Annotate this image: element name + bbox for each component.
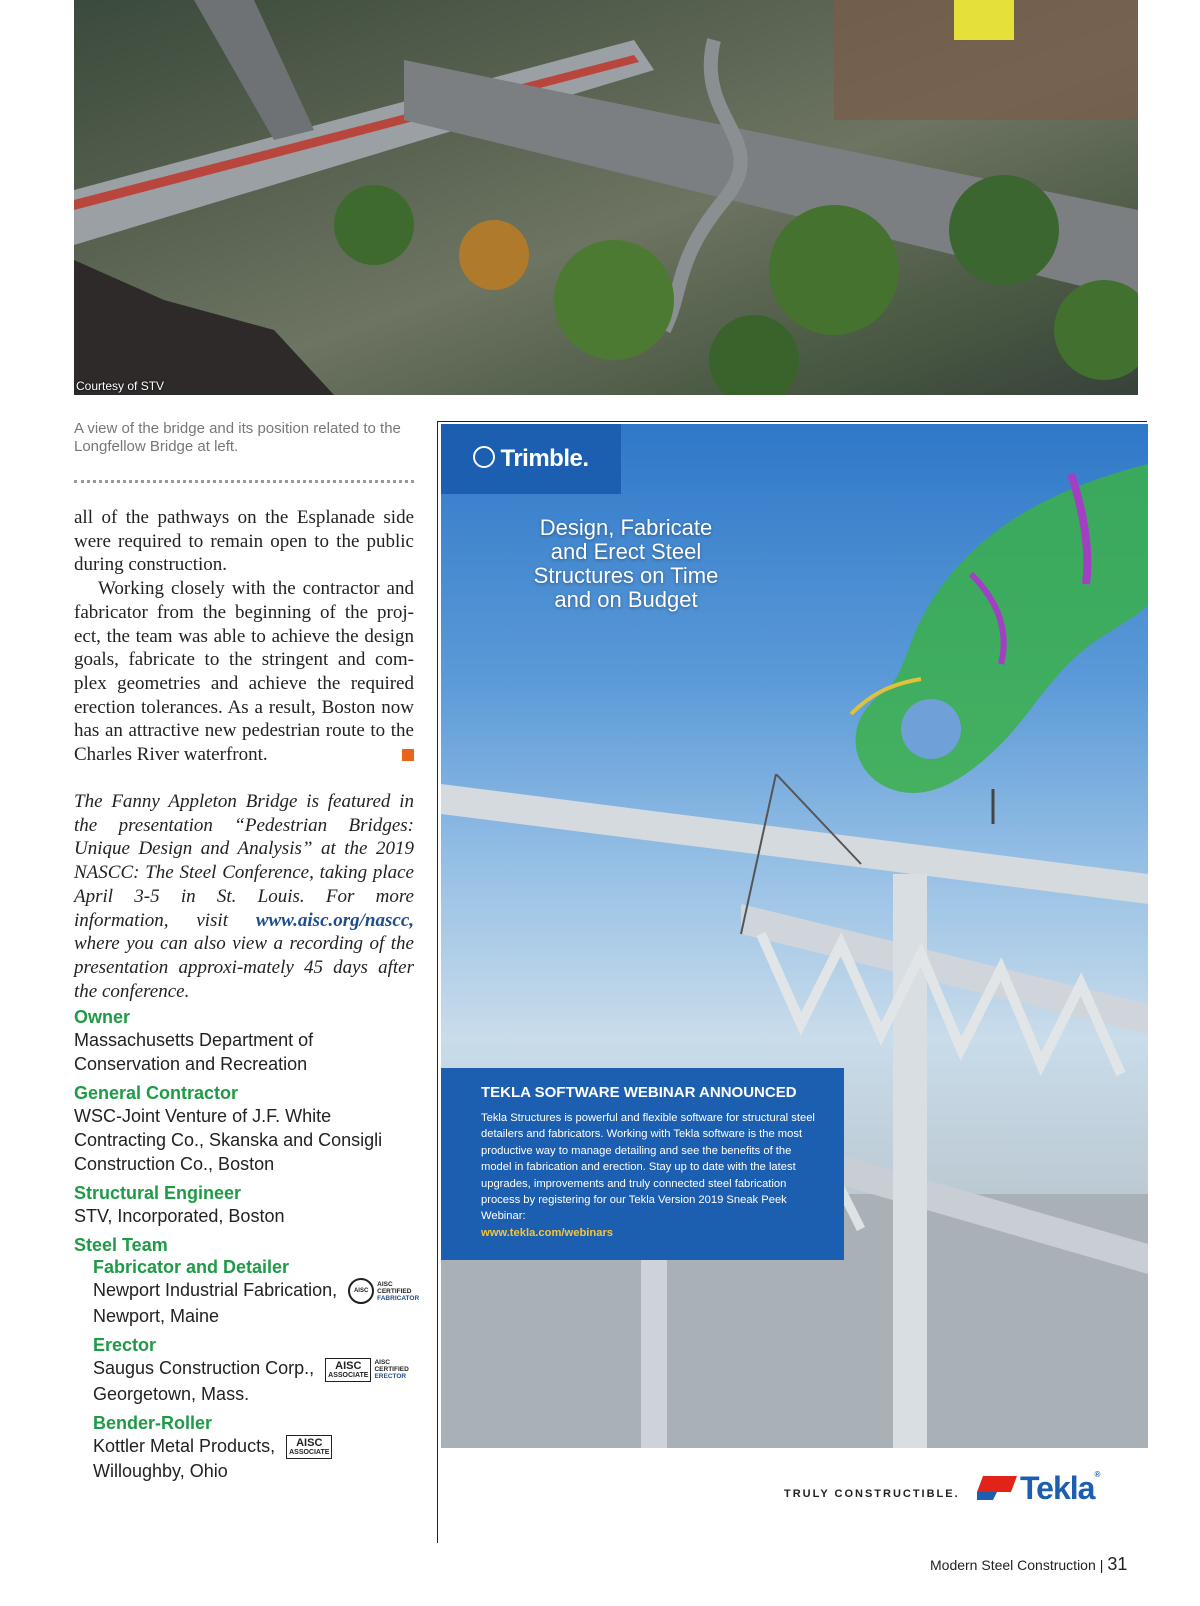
road-left [194,0,314,140]
tree [769,205,899,335]
credit-name: Contracting Co., Skanska and Consigli [74,1130,383,1150]
trimble-logo: Trimble. [473,445,588,473]
ad-border-left [437,422,438,1543]
badge-label: AISC CERTIFIED FABRICATOR [377,1280,420,1302]
credit-role-se: Structural Engineer [74,1183,242,1203]
tree [709,315,799,395]
credit-name-row [93,1434,434,1459]
paragraph: all of the pathways on the Esplanade side were required to remain open to the public during construction. [74,507,414,576]
photo-caption: A view of the bridge and its position related to the Longfellow Bridge at left. [74,420,401,455]
credit-name-row [93,1356,434,1381]
note-text: The Fanny Appleton Bridge is featured in the presentation “Pedestrian Bridges: Unique Design and Analysis” at the 2019 NASCC: The Steel Conference, taking place April 3-5 in St. Louis. For more information, visit [74,791,414,931]
aisc-associate-icon: AISC ASSOCIATE [325,1358,371,1382]
credit-name: STV, Incorporated, Boston [74,1206,285,1226]
page-number: 31 [1107,1554,1128,1574]
webinar-announcement-box [441,1068,844,1260]
aerial-photo-illustration [74,0,1138,395]
footer-separator: | [1099,1557,1104,1573]
credit-role-gc: General Contractor [74,1083,239,1103]
credit-role-steel-team: Steel Team [74,1235,168,1255]
wireframe-hand-illustration [671,444,1148,874]
tekla-logo: Tekla® [1020,1470,1100,1506]
aisc-certified-erector-badge [325,1358,409,1382]
webinar-link[interactable]: www.tekla.com/webinars [481,1226,614,1239]
end-mark-icon [402,749,414,761]
aisc-certified-fabricator-badge [348,1278,419,1304]
credit-name: Newport Industrial Fabrication, [93,1280,338,1300]
credit-name-row [93,1278,434,1304]
credit-role-erector: Erector [93,1335,157,1356]
photo-credit: Courtesy of STV [76,379,165,393]
trimble-globe-icon [473,446,495,468]
credit-name: Construction Co., Boston [74,1154,275,1174]
article-body [74,506,414,767]
aisc-seal-icon: AISC [348,1278,374,1304]
note-text-end: where you can also view a recording of the presentation approxi-mately 45 days after the conference. [74,933,414,1002]
webinar-title: TEKLA SOFTWARE WEBINAR ANNOUNCED [481,1084,797,1101]
paragraph [74,577,414,767]
paragraph-text: Working closely with the contractor and fabricator from the beginning of the proj-ect, the team was able to achieve the design goals, fabricate to the stringent and com-plex geometries and achieve the required erection tolerances. As a result, Boston now has an attractive new pedestrian route to the Charles River waterfront. [74,578,414,766]
ad-headline: Design, Fabricate and Erect Steel Structures on Time and on Budget [533,515,719,612]
credit-name: Georgetown, Mass. [93,1383,250,1404]
tekla-mark-icon [977,1474,1017,1500]
credit-name: WSC-Joint Venture of J.F. White [74,1106,332,1126]
credit-name: Willoughby, Ohio [93,1460,228,1481]
tekla-tagline: TRULY CONSTRUCTIBLE. [784,1488,960,1500]
aisc-associate-icon: AISC ASSOCIATE [286,1435,332,1459]
trimble-logo-box [441,424,621,494]
ad-border-top [437,421,1147,422]
tree [949,175,1059,285]
credit-role-fabricator: Fabricator and Detailer [93,1257,290,1277]
aisc-associate-badge [286,1435,332,1459]
conference-note [74,790,414,1003]
tree [459,220,529,290]
river [74,260,334,395]
badge-label: AISC CERTIFIED ERECTOR [374,1359,409,1380]
dotted-divider [74,480,414,483]
nascc-link[interactable]: www.aisc.org/nascc, [255,909,414,931]
hand-finger-loop [901,699,961,759]
webinar-body: Tekla Structures is powerful and flexible software for structural steel detailers and fabricators. Working with Tekla software is the most productive way to manage detailing and see the benefits of the model in fabrication and erection. Stay up to date with the latest upgrades, improvements and truly connected steel fabrication process by registering for our Tekla Version 2019 Sneak Peek Webinar: [481,1112,815,1223]
project-credits [74,1006,434,1489]
tree [334,185,414,265]
credit-role-bender-roller: Bender-Roller [93,1412,213,1433]
credit-name: Massachusetts Department of [74,1030,314,1050]
tekla-advertisement[interactable] [441,424,1148,1448]
credit-name: Newport, Maine [93,1306,220,1327]
tree [1054,280,1138,380]
credit-name: Conservation and Recreation [74,1054,308,1074]
page-footer [930,1554,1127,1575]
credit-name: Kottler Metal Products, [93,1435,276,1456]
publication-name: Modern Steel Construction [930,1557,1096,1573]
credit-name: Saugus Construction Corp., [93,1358,315,1379]
credit-role-owner: Owner [74,1007,131,1027]
aerial-photo [74,0,1138,395]
yellow-building [954,0,1014,40]
tree [554,240,674,360]
